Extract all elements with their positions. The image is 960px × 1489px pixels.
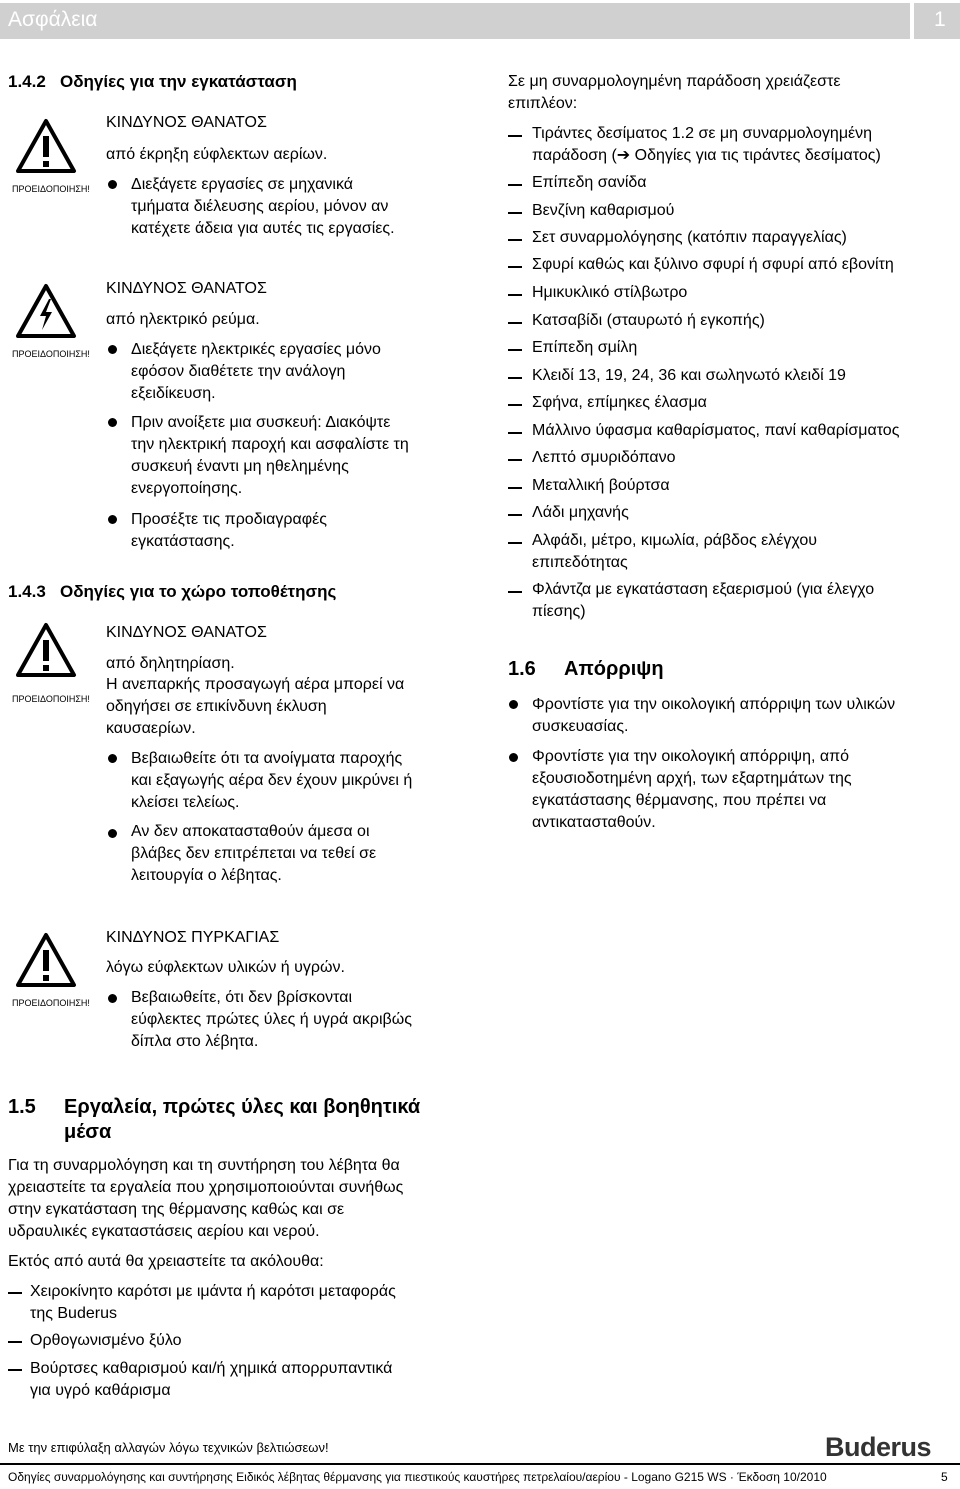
- warning-label: ΠΡΟΕΙΔΟΠΟΙΗΣΗ!: [12, 998, 90, 1008]
- dash-icon: [8, 1369, 22, 1371]
- footer-rule: [0, 1463, 960, 1465]
- dash-icon: [508, 377, 522, 379]
- paragraph: Σε μη συναρμολογημένη παράδοση χρειάζεστε επιπλέον:: [508, 73, 841, 112]
- list-item: Μεταλλική βούρτσα: [532, 477, 670, 494]
- list-item: Βενζίνη καθαρισμού: [532, 202, 675, 219]
- section-number: 1.6: [508, 658, 536, 680]
- list-item: Επίπεδη σμίλη: [532, 339, 638, 356]
- bullet-icon: [108, 515, 117, 524]
- hazard-instruction: Πριν ανοίξετε μια συσκευή: Διακόψτε την ηλεκτρική παροχή και ασφαλίστε τη συσκευή έναντι μη ηθελημένης ενεργοποίησης.: [131, 414, 409, 497]
- bullet-icon: [108, 345, 117, 354]
- chapter-title: Ασφάλεια: [8, 8, 98, 31]
- hazard-instruction: Βεβαιωθείτε, ότι δεν βρίσκονται εύφλεκτες πρώτες ύλες ή υγρά ακριβώς δίπλα στο λέβητα.: [131, 989, 412, 1050]
- hazard-cause: από δηλητηρίαση.: [106, 655, 235, 672]
- paragraph: Για τη συναρμολόγηση και τη συντήρηση του λέβητα θα χρειαστείτε τα εργαλεία που χρησιμοποιούνται συνήθως στην εγκατάσταση της θέρμανσης καθώς και σε υδραυλικές εγκαταστάσεις αερίου και νερού.: [8, 1157, 404, 1240]
- list-item: Κατσαβίδι (σταυρωτό ή εγκοπής): [532, 312, 765, 329]
- bullet-icon: [108, 994, 117, 1003]
- page-number: 5: [941, 1470, 948, 1484]
- hazard-title: ΚΙΝΔΥΝΟΣ ΘΑΝΑΤΟΣ: [106, 624, 267, 641]
- list-item: Φροντίστε για την οικολογική απόρριψη, από εξουσιοδοτημένη αρχή, των εξαρτημάτων της εγκατάστασης θέρμανσης, που πρέπει να αντικατασταθούν.: [532, 748, 852, 831]
- list-item: Σφήνα, επίμηκες έλασμα: [532, 394, 707, 411]
- hazard-instruction: Προσέξτε τις προδιαγραφές εγκατάστασης.: [131, 511, 327, 550]
- section-heading-1-5: [8, 1095, 420, 1145]
- dash-icon: [508, 591, 522, 593]
- hazard-instruction: Βεβαιωθείτε ότι τα ανοίγματα παροχής και εξαγωγής αέρα δεν έχουν μικρύνει ή κλείσει τελείως.: [131, 750, 413, 811]
- warning-triangle-icon: [15, 932, 77, 988]
- dash-icon: [8, 1292, 22, 1294]
- dash-icon: [8, 1341, 22, 1343]
- dash-icon: [508, 487, 522, 489]
- chapter-number: 1: [934, 8, 946, 31]
- dash-icon: [508, 266, 522, 268]
- bullet-icon: [108, 754, 117, 763]
- bullet-icon: [509, 753, 518, 762]
- hazard-title: ΚΙΝΔΥΝΟΣ ΠΥΡΚΑΓΙΑΣ: [106, 929, 280, 946]
- chapter-header-bar: [0, 3, 910, 39]
- hazard-title: ΚΙΝΔΥΝΟΣ ΘΑΝΑΤΟΣ: [106, 280, 267, 297]
- warning-label: ΠΡΟΕΙΔΟΠΟΙΗΣΗ!: [12, 184, 90, 194]
- footer-notice: Με την επιφύλαξη αλλαγών λόγω τεχνικών βελτιώσεων!: [8, 1440, 329, 1455]
- section-title: Οδηγίες για το χώρο τοποθέτησης: [60, 582, 337, 601]
- bullet-icon: [108, 180, 117, 189]
- list-item: Τιράντες δεσίματος 1.2 σε μη συναρμολογημένη παράδοση (➔ Οδηγίες για τις τιράντες δεσίματος): [532, 125, 881, 164]
- dash-icon: [508, 514, 522, 516]
- section-heading-1-6: [508, 657, 664, 682]
- hazard-instruction: Διεξάγετε εργασίες σε μηχανικά τμήματα διέλευσης αερίου, μόνον αν κατέχετε άδεια για αυτές τις εργασίες.: [131, 176, 395, 237]
- warning-triangle-icon: [15, 622, 77, 678]
- list-item: Βούρτσες καθαρισμού και/ή χημικά απορρυπαντικά για υγρό καθάρισμα: [30, 1360, 393, 1399]
- warning-triangle-icon: [15, 118, 77, 174]
- hazard-title: ΚΙΝΔΥΝΟΣ ΘΑΝΑΤΟΣ: [106, 114, 267, 131]
- hazard-instruction: Διεξάγετε ηλεκτρικές εργασίες μόνο εφόσον διαθέτετε την ανάλογη εξειδίκευση.: [131, 341, 381, 402]
- section-number: 1.5: [8, 1096, 36, 1118]
- list-item: Φλάντζα με εγκατάσταση εξαερισμού (για έλεγχο πίεσης): [532, 581, 875, 620]
- hazard-cause: από έκρηξη εύφλεκτων αερίων.: [106, 146, 328, 163]
- dash-icon: [508, 239, 522, 241]
- dash-icon: [508, 459, 522, 461]
- hazard-note: Η ανεπαρκής προσαγωγή αέρα μπορεί να οδηγήσει σε επικίνδυνη έκλυση καυσαερίων.: [106, 676, 405, 737]
- dash-icon: [508, 349, 522, 351]
- section-number: 1.4.2: [8, 72, 46, 91]
- section-title: Οδηγίες για την εγκατάσταση: [60, 72, 297, 91]
- dash-icon: [508, 294, 522, 296]
- hazard-cause: από ηλεκτρικό ρεύμα.: [106, 311, 260, 328]
- list-item: Λεπτό σμυριδόπανο: [532, 449, 676, 466]
- section-heading-1-4-3: [8, 582, 336, 602]
- list-item: Αλφάδι, μέτρο, κιμωλία, ράβδος ελέγχου επιπεδότητας: [532, 532, 817, 571]
- bullet-icon: [108, 418, 117, 427]
- dash-icon: [508, 432, 522, 434]
- paragraph: Εκτός από αυτά θα χρειαστείτε τα ακόλουθα:: [8, 1253, 324, 1270]
- dash-icon: [508, 212, 522, 214]
- footer-document: Οδηγίες συναρμολόγησης και συντήρησης Ειδικός λέβητας θέρμανσης για πιεστικούς καυστήρες πετρελαίου/αερίου - Logano G215 WS · Έκδοση 10/2010: [8, 1470, 827, 1484]
- warning-label: ΠΡΟΕΙΔΟΠΟΙΗΣΗ!: [12, 349, 90, 359]
- section-heading-1-4-2: [8, 72, 297, 92]
- section-number: 1.4.3: [8, 582, 46, 601]
- list-item: Φροντίστε για την οικολογική απόρριψη των υλικών συσκευασίας.: [532, 696, 896, 735]
- section-title-cont: μέσα: [64, 1121, 112, 1143]
- warning-label: ΠΡΟΕΙΔΟΠΟΙΗΣΗ!: [12, 694, 90, 704]
- list-item: Μάλλινο ύφασμα καθαρίσματος, πανί καθαρίσματος: [532, 422, 900, 439]
- section-title: Απόρριψη: [564, 658, 664, 680]
- dash-icon: [508, 135, 522, 137]
- bullet-icon: [108, 829, 117, 838]
- hazard-instruction: Αν δεν αποκατασταθούν άμεσα οι βλάβες δεν επιτρέπεται να τεθεί σε λειτουργία ο λέβητας.: [131, 823, 377, 884]
- buderus-logo: Buderus: [825, 1432, 932, 1462]
- list-item: Λάδι μηχανής: [532, 504, 629, 521]
- bullet-icon: [509, 700, 518, 709]
- list-item: Κλειδί 13, 19, 24, 36 και σωληνωτό κλειδί 19: [532, 367, 846, 384]
- list-item: Επίπεδη σανίδα: [532, 174, 647, 191]
- hazard-cause: λόγω εύφλεκτων υλικών ή υγρών.: [106, 959, 345, 976]
- list-item: Σετ συναρμολόγησης (κατόπιν παραγγελίας): [532, 229, 847, 246]
- chapter-number-box: [914, 3, 960, 39]
- electric-shock-warning-icon: [15, 283, 77, 339]
- dash-icon: [508, 542, 522, 544]
- list-item: Ορθογωνισμένο ξύλο: [30, 1332, 182, 1349]
- list-item: Χειροκίνητο καρότσι με ιμάντα ή καρότσι μεταφοράς της Buderus: [30, 1283, 396, 1322]
- list-item: Ημικυκλικό στίλβωτρο: [532, 284, 688, 301]
- list-item: Σφυρί καθώς και ξύλινο σφυρί ή σφυρί από εβονίτη: [532, 256, 894, 273]
- dash-icon: [508, 184, 522, 186]
- dash-icon: [508, 322, 522, 324]
- section-title: Εργαλεία, πρώτες ύλες και βοηθητικά: [64, 1096, 421, 1118]
- dash-icon: [508, 404, 522, 406]
